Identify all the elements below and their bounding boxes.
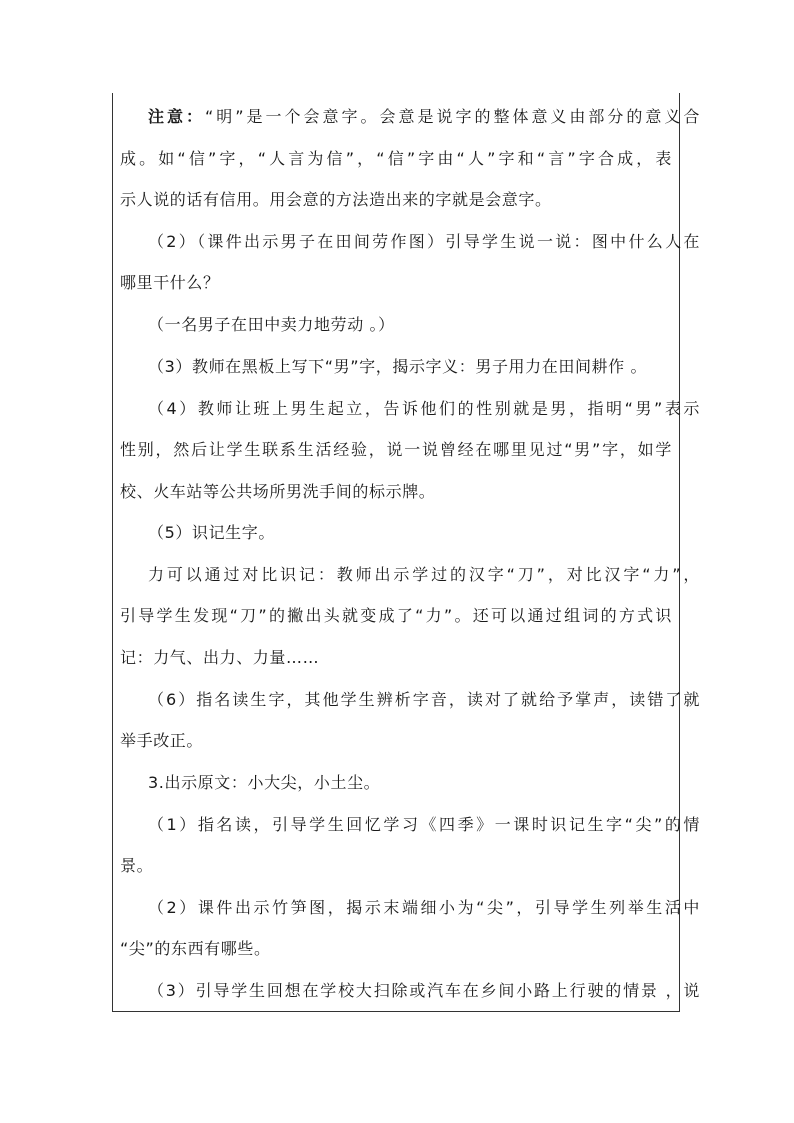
paragraph-line-10: 校、火车站等公共场所男洗手间的标示牌。	[120, 482, 436, 501]
paragraph-line-8: （4）教师让班上男生起立，告诉他们的性别就是男，指明“男”表示	[148, 399, 700, 418]
paragraph-line-19: 景。	[120, 856, 154, 875]
paragraph-line-21: “尖”的东西有哪些。	[120, 939, 271, 958]
note-label: 注意：	[148, 107, 205, 126]
paragraph-line-13: 引导学生发现“刀”的撇出头就变成了“力”。还可以通过组词的方式识	[120, 606, 672, 625]
paragraph-line-9: 性别，然后让学生联系生活经验，说一说曾经在哪里见过“男”字，如学	[120, 440, 672, 459]
paragraph-line-22: （3）引导学生回想在学校大扫除或汽车在乡间小路上行驶的情景 ，说	[148, 981, 700, 1000]
paragraph-line-4: （2）（课件出示男子在田间劳作图）引导学生说一说：图中什么人在	[148, 232, 700, 251]
paragraph-line-14: 记：力气、出力、力量……	[120, 648, 320, 667]
paragraph-line-5: 哪里干什么？	[120, 273, 220, 292]
paragraph-line-11: （5）识记生字。	[148, 523, 275, 542]
text-span: “明”是一个会意字。会意是说字的整体意义由部分的意义合	[204, 107, 700, 126]
paragraph-line-15: （6）指名读生字，其他学生辨析字音，读对了就给予掌声，读错了就	[148, 690, 700, 709]
paragraph-line-6: （一名男子在田中卖力地劳动 。）	[148, 315, 395, 334]
paragraph-line-18: （1）指名读，引导学生回忆学习《四季》一课时识记生字“尖”的情	[148, 815, 700, 834]
paragraph-line-1	[120, 107, 700, 127]
paragraph-line-7: （3）教师在黑板上写下“男”字，揭示字义：男子用力在田间耕作 。	[148, 357, 648, 376]
paragraph-line-16: 举手改正。	[120, 731, 204, 750]
paragraph-line-3: 示人说的话有信用。用会意的方法造出来的字就是会意字。	[120, 190, 552, 209]
paragraph-line-2: 成。如“信”字，“人言为信”，“信”字由“人”字和“言”字合成，表	[120, 149, 672, 168]
paragraph-line-17: 3.出示原文：小大尖，小土尘。	[148, 773, 381, 792]
paragraph-line-20: （2）课件出示竹笋图，揭示末端细小为“尖”，引导学生列举生活中	[148, 898, 700, 917]
paragraph-line-12: 力可以通过对比识记：教师出示学过的汉字“刀”，对比汉字“力”，	[148, 565, 700, 584]
